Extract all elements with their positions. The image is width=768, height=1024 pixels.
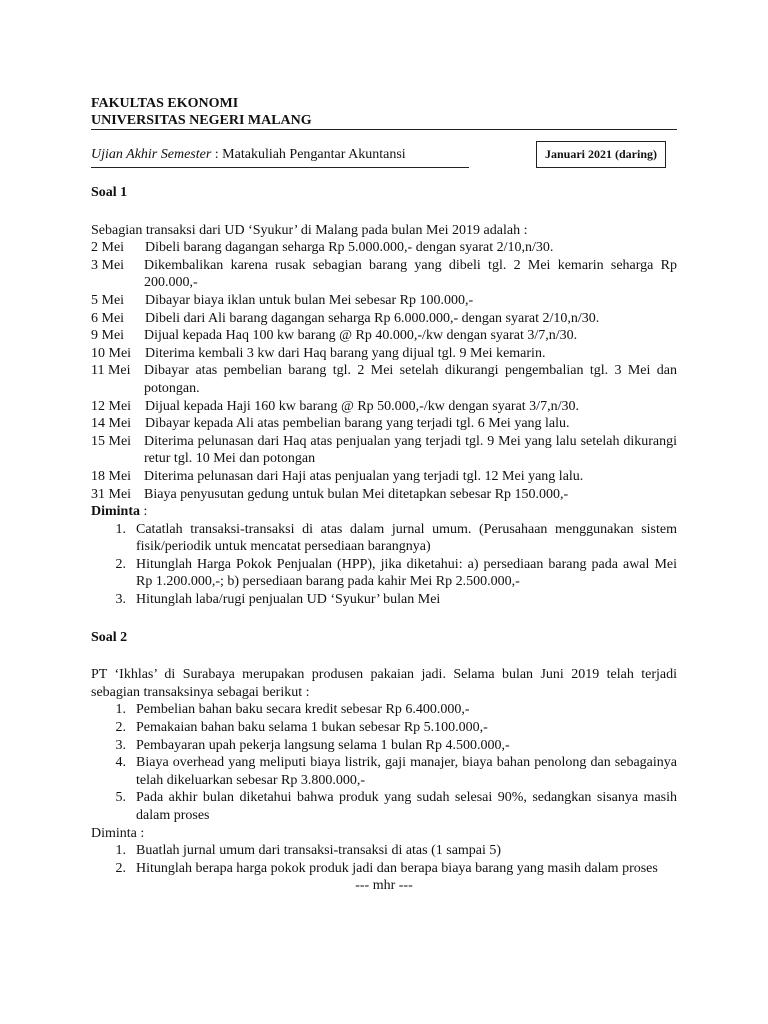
exam-title-line xyxy=(91,146,469,168)
task-number: 3. xyxy=(115,592,126,608)
transaction-text: Dijual kepada Haji 160 kw barang @ Rp 50.000,-/kw dengan syarat 3/7,n/30. xyxy=(145,398,579,414)
transaction-text: Dibayar kepada Ali atas pembelian barang yang terjadi tgl. 6 Mei yang lalu. xyxy=(145,416,570,432)
soal1-intro: Sebagian transaksi dari UD ‘Syukur’ di Malang pada bulan Mei 2019 adalah : xyxy=(91,222,528,238)
document-header xyxy=(91,95,312,129)
soal1-title: Soal 1 xyxy=(91,185,128,200)
task-number: 2. xyxy=(115,556,126,572)
item-number: 4. xyxy=(115,755,126,771)
header-divider xyxy=(91,129,677,130)
university-name: UNIVERSITAS NEGERI MALANG xyxy=(91,113,312,128)
transaction-date: 12 Mei xyxy=(91,398,132,414)
task-text: Hitunglah Harga Pokok Penjualan (HPP), jika diketahui: a) persediaan barang pada awal Mei Rp 1.200.000,-; b) persediaan barang pada kahir Mei Rp 2.500.000,- xyxy=(136,556,677,590)
transaction-date: 3 Mei xyxy=(91,257,125,273)
transaction-row xyxy=(91,345,677,363)
transaction-row xyxy=(91,415,677,433)
transaction-text: Diterima kembali 3 kw dari Haq barang yang dijual tgl. 9 Mei kemarin. xyxy=(145,345,546,361)
transaction-row xyxy=(91,327,677,345)
transaction-date: 15 Mei xyxy=(91,433,132,449)
exam-separator: : xyxy=(214,147,219,162)
soal1-transaction-list xyxy=(91,239,677,503)
transaction-date: 2 Mei xyxy=(91,240,125,256)
transaction-date: 10 Mei xyxy=(91,345,132,361)
transaction-date: 9 Mei xyxy=(91,328,125,344)
soal2-intro: PT ‘Ikhlas’ di Surabaya merupakan produsen pakaian jadi. Selama bulan Juni 2019 telah terjadi sebagian transaksinya sebagai berikut : xyxy=(91,667,677,700)
soal1-diminta-line xyxy=(91,503,677,521)
list-item xyxy=(91,842,677,860)
list-item xyxy=(91,701,677,719)
soal1-task-list xyxy=(91,521,677,609)
transaction-date: 6 Mei xyxy=(91,310,125,326)
transaction-text: Biaya penyusutan gedung untuk bulan Mei ditetapkan sebesar Rp 150.000,- xyxy=(144,486,569,502)
task-number: 1. xyxy=(115,521,126,537)
soal2-diminta-label: Diminta : xyxy=(91,825,145,841)
task-text: Buatlah jurnal umum dari transaksi-transaksi di atas (1 sampai 5) xyxy=(136,843,502,859)
document-footer: --- mhr --- xyxy=(355,878,413,894)
transaction-row xyxy=(91,292,677,310)
transaction-row xyxy=(91,239,677,257)
soal2-task-list xyxy=(91,842,677,877)
transaction-text: Diterima pelunasan dari Haq atas penjualan yang terjadi tgl. 9 Mei yang lalu setelah dikurangi retur tgl. 10 Mei dan potongan xyxy=(144,433,677,467)
exam-date: Januari 2021 (daring) xyxy=(544,146,657,161)
item-text: Pemakaian bahan baku selama 1 bukan sebesar Rp 5.100.000,- xyxy=(136,720,488,736)
faculty-name: FAKULTAS EKONOMI xyxy=(91,96,239,111)
task-text: Hitunglah laba/rugi penjualan UD ‘Syukur’ bulan Mei xyxy=(136,592,441,608)
soal1-diminta-colon: : xyxy=(140,504,148,520)
transaction-row xyxy=(91,257,677,292)
soal2-item-list xyxy=(91,701,677,824)
exam-date-box xyxy=(536,141,666,168)
item-text: Biaya overhead yang meliputi biaya listrik, gaji manajer, biaya bahan penolong dan sebagainya telah dikeluarkan sebesar Rp 3.800.000,- xyxy=(136,755,677,788)
transaction-text: Diterima pelunasan dari Haji atas penjualan yang terjadi tgl. 12 Mei yang lalu. xyxy=(144,468,584,484)
course-name: Matakuliah Pengantar Akuntansi xyxy=(222,147,406,162)
exam-label: Ujian Akhir Semester xyxy=(91,147,212,162)
task-text: Hitunglah berapa harga pokok produk jadi dan berapa biaya barang yang masih dalam proses xyxy=(136,860,658,876)
transaction-date: 11 Mei xyxy=(91,363,131,379)
list-item xyxy=(91,591,677,609)
item-number: 5. xyxy=(115,790,126,806)
soal1-diminta-label: Diminta xyxy=(91,504,140,520)
list-item xyxy=(91,719,677,737)
transaction-row xyxy=(91,468,677,486)
list-item xyxy=(91,860,677,878)
item-text: Pembelian bahan baku secara kredit sebesar Rp 6.400.000,- xyxy=(136,702,470,718)
item-text: Pembayaran upah pekerja langsung selama 1 bulan Rp 4.500.000,- xyxy=(136,737,510,753)
item-number: 2. xyxy=(115,720,126,736)
transaction-text: Dibeli barang dagangan seharga Rp 5.000.000,- dengan syarat 2/10,n/30. xyxy=(145,240,554,256)
transaction-text: Dikembalikan karena rusak sebagian barang yang dibeli tgl. 2 Mei kemarin seharga Rp 200.000,- xyxy=(144,257,677,291)
list-item xyxy=(91,556,677,591)
transaction-text: Dibayar atas pembelian barang tgl. 2 Mei setelah dikurangi pengembalian tgl. 3 Mei dan potongan. xyxy=(144,363,677,396)
task-text: Catatlah transaksi-transaksi di atas dalam jurnal umum. (Perusahaan menggunakan sistem fisik/periodik untuk mencatat persediaan barangnya) xyxy=(136,521,677,555)
transaction-date: 18 Mei xyxy=(91,468,132,484)
transaction-text: Dibayar biaya iklan untuk bulan Mei sebesar Rp 100.000,- xyxy=(145,292,474,308)
task-number: 2. xyxy=(115,860,126,876)
item-number: 1. xyxy=(115,702,126,718)
list-item xyxy=(91,789,677,824)
item-text: Pada akhir bulan diketahui bahwa produk yang sudah selesai 90%, sedangkan sisanya masih dalam proses xyxy=(136,790,677,823)
transaction-text: Dijual kepada Haq 100 kw barang @ Rp 40.000,-/kw dengan syarat 3/7,n/30. xyxy=(144,328,578,344)
transaction-date: 14 Mei xyxy=(91,416,132,432)
list-item xyxy=(91,737,677,755)
list-item xyxy=(91,521,677,556)
transaction-row xyxy=(91,433,677,468)
soal2-title: Soal 2 xyxy=(91,629,128,645)
transaction-text: Dibeli dari Ali barang dagangan seharga Rp 6.000.000,- dengan syarat 2/10,n/30. xyxy=(145,310,600,326)
item-number: 3. xyxy=(115,737,126,753)
task-number: 1. xyxy=(115,843,126,859)
transaction-row xyxy=(91,398,677,416)
transaction-date: 5 Mei xyxy=(91,292,125,308)
list-item xyxy=(91,754,677,789)
exam-body xyxy=(91,184,677,895)
transaction-row xyxy=(91,486,677,504)
transaction-row xyxy=(91,362,677,397)
transaction-date: 31 Mei xyxy=(91,486,132,502)
transaction-row xyxy=(91,310,677,328)
